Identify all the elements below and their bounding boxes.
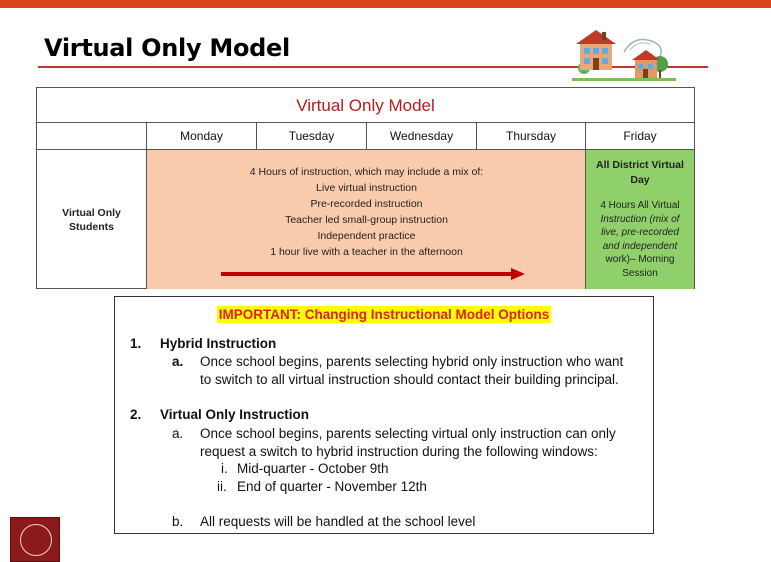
row-label-virtual-only [37, 150, 146, 289]
instruction-line: 4 Hours of instruction, which may include a mix of: [249, 166, 484, 178]
top-accent-bar [0, 0, 771, 8]
instruction-line: Live virtual instruction [316, 182, 417, 194]
important-title: IMPORTANT: Changing Instructional Model Options [218, 307, 550, 322]
important-notice-box [114, 296, 654, 534]
item2a-letter: a. [172, 426, 184, 441]
schedule-table [36, 87, 695, 289]
item1a-line: Once school begins, parents selecting hybrid only instruction who want [200, 354, 624, 369]
schedule-title: Virtual Only Model [37, 88, 694, 123]
window-i-number: i. [221, 461, 228, 476]
item1-title: Hybrid Instruction [160, 336, 277, 351]
instruction-line: Pre-recorded instruction [310, 198, 423, 210]
item1a-line: to switch to all virtual instruction should contact their building principal. [200, 372, 619, 387]
header-wednesday: Wednesday [366, 123, 476, 150]
item2a-line: Once school begins, parents selecting virtual only instruction can only [200, 426, 616, 441]
friday-title-line: All District Virtual [596, 159, 684, 171]
houses-icon [572, 22, 676, 84]
instruction-line: 1 hour live with a teacher in the afternoon [270, 246, 463, 258]
monday-thursday-cell [146, 150, 585, 289]
window-ii-text: End of quarter - November 12th [237, 479, 427, 494]
friday-line: Instruction (mix of [600, 213, 680, 225]
district-seal-icon [10, 517, 60, 562]
header-thursday: Thursday [476, 123, 585, 150]
friday-title-line: Day [630, 174, 650, 186]
slide-title: Virtual Only Model [44, 34, 290, 62]
schedule-header-row [37, 123, 694, 150]
item2-number: 2. [130, 407, 142, 422]
row-label-line: Students [69, 220, 114, 233]
friday-line: Session [622, 267, 658, 279]
item2b-text: All requests will be handled at the school level [200, 514, 476, 529]
item1a-letter: a. [172, 354, 184, 369]
row-label-line: Virtual Only [62, 206, 121, 219]
instruction-line: Teacher led small-group instruction [285, 214, 448, 226]
header-monday: Monday [146, 123, 256, 150]
instruction-line: Independent practice [317, 230, 416, 242]
window-ii-number: ii. [217, 479, 227, 494]
item2a-line: request a switch to hybrid instruction during the following windows: [200, 444, 598, 459]
friday-line: and independent [602, 240, 678, 252]
header-tuesday: Tuesday [256, 123, 366, 150]
item2-title: Virtual Only Instruction [160, 407, 310, 422]
friday-line: 4 Hours All Virtual [600, 200, 680, 211]
friday-cell [585, 150, 694, 289]
item2b-letter: b. [172, 514, 184, 529]
friday-line: live, pre-recorded [601, 227, 679, 238]
friday-line: work)– Morning [605, 254, 675, 265]
item1-number: 1. [130, 336, 142, 351]
header-friday: Friday [585, 123, 694, 150]
right-arrow-icon [221, 267, 525, 281]
window-i-text: Mid-quarter - October 9th [237, 461, 389, 476]
